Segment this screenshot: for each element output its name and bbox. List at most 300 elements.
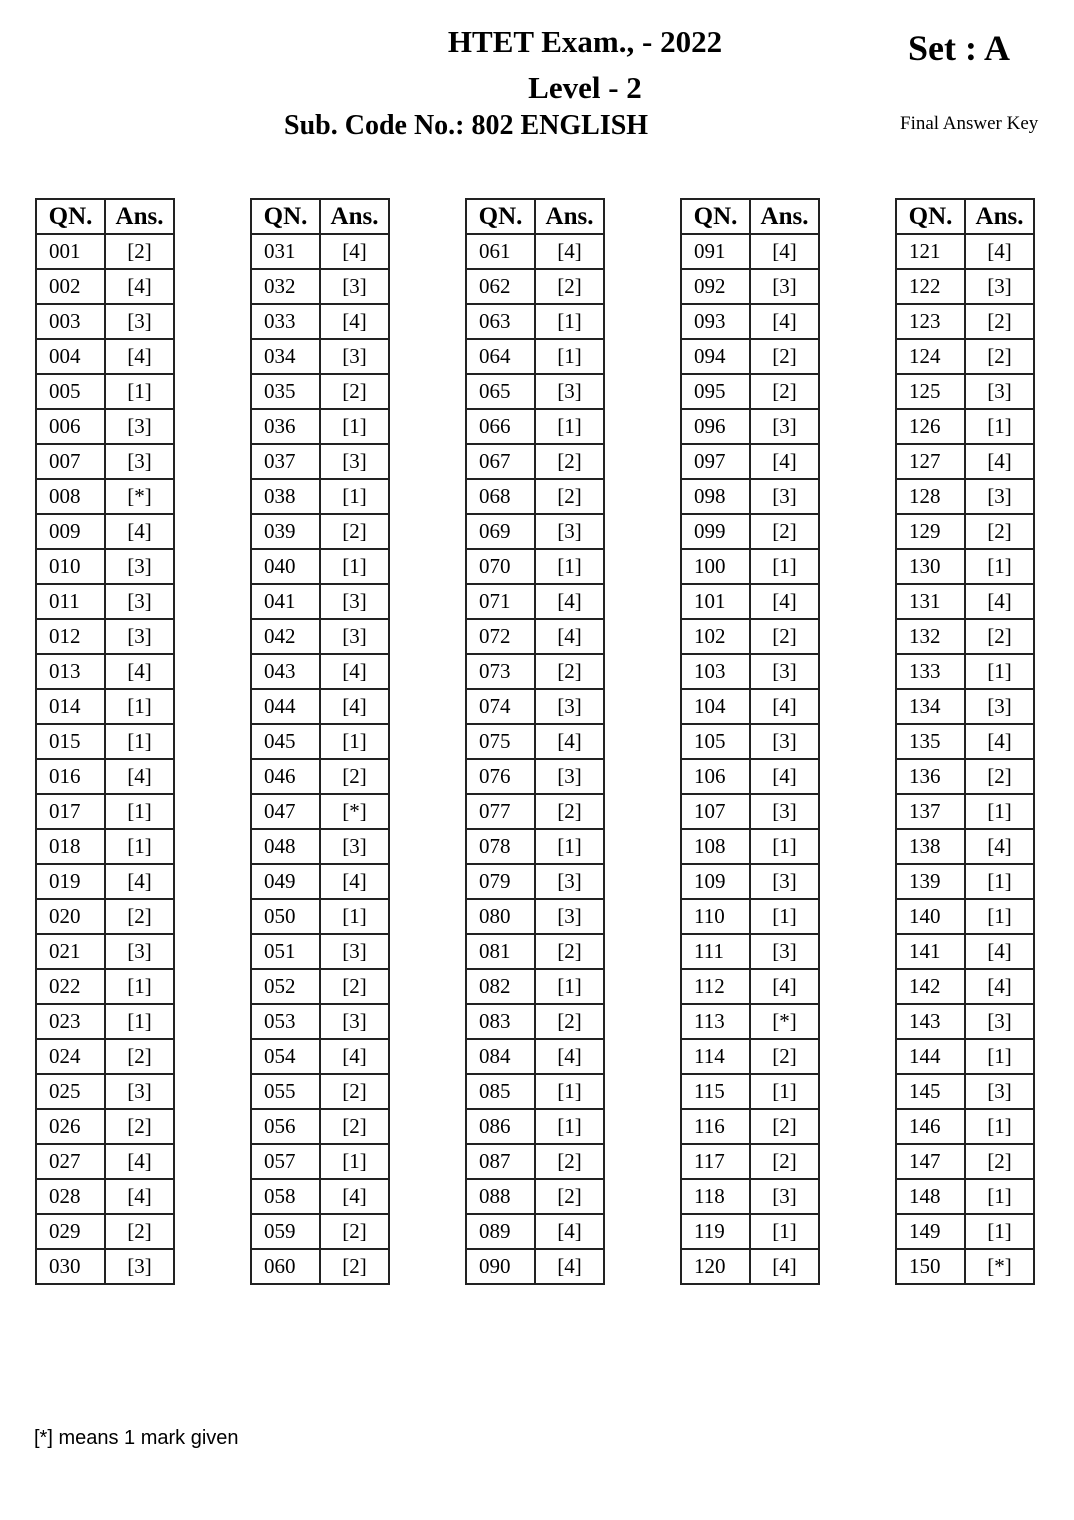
question-number: 037 [251,444,320,479]
answer-value: [3] [105,549,174,584]
table-row [251,724,389,759]
question-number: 140 [896,899,965,934]
table-row [251,1109,389,1144]
answer-value: [3] [320,269,389,304]
table-header-row [36,199,174,234]
answer-key-table-1 [35,198,175,1285]
header-answer: Ans. [105,199,174,234]
question-number: 099 [681,514,750,549]
question-number: 085 [466,1074,535,1109]
question-number: 066 [466,409,535,444]
answer-value: [*] [750,1004,819,1039]
question-number: 026 [36,1109,105,1144]
question-number: 105 [681,724,750,759]
answer-value: [4] [535,1214,604,1249]
table-row [251,619,389,654]
table-row [466,1249,604,1284]
question-number: 042 [251,619,320,654]
answer-key-table-4 [680,198,820,1285]
answer-value: [3] [535,689,604,724]
answer-value: [4] [535,619,604,654]
table-row [681,234,819,269]
question-number: 150 [896,1249,965,1284]
answer-value: [3] [320,934,389,969]
header-question-number: QN. [251,199,320,234]
answer-value: [1] [965,1109,1034,1144]
table-row [251,584,389,619]
question-number: 136 [896,759,965,794]
table-row [896,1074,1034,1109]
table-row [36,724,174,759]
question-number: 079 [466,864,535,899]
answer-value: [1] [105,689,174,724]
answer-value: [2] [750,339,819,374]
question-number: 135 [896,724,965,759]
table-row [36,549,174,584]
question-number: 114 [681,1039,750,1074]
table-row [681,829,819,864]
answer-key-table-3 [465,198,605,1285]
table-row [896,724,1034,759]
table-row [681,794,819,829]
question-number: 056 [251,1109,320,1144]
question-number: 121 [896,234,965,269]
answer-value: [3] [105,1249,174,1284]
question-number: 035 [251,374,320,409]
footnote: [*] means 1 mark given [34,1427,239,1449]
answer-value: [2] [535,1144,604,1179]
question-number: 134 [896,689,965,724]
table-row [896,1004,1034,1039]
answer-value: [4] [750,304,819,339]
table-row [251,1214,389,1249]
answer-value: [2] [535,479,604,514]
question-number: 149 [896,1214,965,1249]
answer-value: [4] [750,444,819,479]
question-number: 043 [251,654,320,689]
question-number: 130 [896,549,965,584]
table-row [896,969,1034,1004]
table-row [251,234,389,269]
answer-value: [1] [320,409,389,444]
table-row [681,1109,819,1144]
question-number: 087 [466,1144,535,1179]
question-number: 082 [466,969,535,1004]
answer-value: [3] [535,759,604,794]
question-number: 067 [466,444,535,479]
answer-value: [2] [965,619,1034,654]
table-row [896,1214,1034,1249]
question-number: 104 [681,689,750,724]
answer-value: [1] [535,1109,604,1144]
table-row [251,899,389,934]
answer-value: [3] [750,864,819,899]
question-number: 059 [251,1214,320,1249]
answer-value: [3] [105,444,174,479]
answer-value: [3] [320,584,389,619]
question-number: 092 [681,269,750,304]
answer-value: [1] [750,1074,819,1109]
question-number: 018 [36,829,105,864]
question-number: 057 [251,1144,320,1179]
question-number: 007 [36,444,105,479]
answer-value: [2] [320,514,389,549]
answer-value: [4] [105,1179,174,1214]
question-number: 027 [36,1144,105,1179]
table-row [681,409,819,444]
table-row [251,479,389,514]
table-row [36,304,174,339]
question-number: 077 [466,794,535,829]
table-row [251,374,389,409]
answer-value: [4] [965,444,1034,479]
question-number: 046 [251,759,320,794]
question-number: 091 [681,234,750,269]
answer-value: [3] [750,479,819,514]
table-row [681,724,819,759]
table-row [896,514,1034,549]
question-number: 038 [251,479,320,514]
answer-value: [1] [320,724,389,759]
question-number: 029 [36,1214,105,1249]
table-row [466,829,604,864]
question-number: 024 [36,1039,105,1074]
question-number: 094 [681,339,750,374]
header-answer: Ans. [535,199,604,234]
table-row [251,969,389,1004]
subject-code: Sub. Code No.: 802 ENGLISH [284,110,649,141]
question-number: 044 [251,689,320,724]
question-number: 054 [251,1039,320,1074]
table-row [36,1144,174,1179]
answer-value: [2] [320,374,389,409]
question-number: 084 [466,1039,535,1074]
table-row [681,969,819,1004]
answer-value: [4] [750,1249,819,1284]
table-row [251,1039,389,1074]
table-header-row [681,199,819,234]
table-row [466,934,604,969]
answer-value: [4] [320,864,389,899]
question-number: 002 [36,269,105,304]
answer-value: [3] [535,864,604,899]
answer-value: [2] [535,794,604,829]
question-number: 086 [466,1109,535,1144]
answer-value: [1] [965,409,1034,444]
question-number: 021 [36,934,105,969]
table-row [896,1179,1034,1214]
question-number: 072 [466,619,535,654]
table-row [896,1249,1034,1284]
table-row [251,689,389,724]
question-number: 014 [36,689,105,724]
question-number: 119 [681,1214,750,1249]
question-number: 031 [251,234,320,269]
question-number: 076 [466,759,535,794]
question-number: 023 [36,1004,105,1039]
table-row [251,339,389,374]
answer-value: [2] [965,339,1034,374]
question-number: 137 [896,794,965,829]
answer-value: [4] [320,1179,389,1214]
question-number: 124 [896,339,965,374]
question-number: 034 [251,339,320,374]
question-number: 145 [896,1074,965,1109]
answer-value: [2] [105,1214,174,1249]
question-number: 047 [251,794,320,829]
question-number: 008 [36,479,105,514]
exam-title: HTET Exam., - 2022 [447,24,723,59]
table-row [36,479,174,514]
table-row [896,1144,1034,1179]
table-row [466,759,604,794]
table-row [36,1039,174,1074]
question-number: 001 [36,234,105,269]
question-number: 011 [36,584,105,619]
question-number: 122 [896,269,965,304]
question-number: 090 [466,1249,535,1284]
answer-value: [4] [320,1039,389,1074]
question-number: 125 [896,374,965,409]
question-number: 111 [681,934,750,969]
table-row [896,619,1034,654]
question-number: 100 [681,549,750,584]
table-row [896,794,1034,829]
table-row [36,1249,174,1284]
table-row [466,1214,604,1249]
table-row [896,304,1034,339]
table-row [681,479,819,514]
question-number: 053 [251,1004,320,1039]
question-number: 013 [36,654,105,689]
table-row [36,899,174,934]
table-row [681,304,819,339]
table-row [896,654,1034,689]
answer-value: [3] [105,1074,174,1109]
question-number: 017 [36,794,105,829]
answer-value: [2] [105,899,174,934]
table-row [466,794,604,829]
answer-value: [3] [965,479,1034,514]
answer-value: [2] [320,1249,389,1284]
table-row [36,514,174,549]
answer-key-type: Final Answer Key [900,113,1039,134]
answer-value: [3] [965,269,1034,304]
answer-value: [2] [965,1144,1034,1179]
table-row [681,1214,819,1249]
table-row [466,899,604,934]
table-row [466,479,604,514]
answer-value: [4] [535,584,604,619]
answer-value: [1] [535,1074,604,1109]
question-number: 020 [36,899,105,934]
answer-value: [1] [750,899,819,934]
question-number: 127 [896,444,965,479]
table-row [681,654,819,689]
table-row [681,374,819,409]
answer-value: [1] [535,339,604,374]
answer-value: [2] [965,304,1034,339]
table-row [251,794,389,829]
answer-value: [1] [965,1039,1034,1074]
table-row [251,304,389,339]
question-number: 063 [466,304,535,339]
table-row [681,549,819,584]
table-row [896,759,1034,794]
question-number: 146 [896,1109,965,1144]
answer-value: [4] [320,304,389,339]
table-row [896,829,1034,864]
table-row [681,934,819,969]
answer-value: [3] [965,1074,1034,1109]
answer-value: [4] [965,829,1034,864]
answer-value: [1] [105,374,174,409]
table-row [36,934,174,969]
answer-value: [2] [535,934,604,969]
table-row [466,584,604,619]
table-row [466,514,604,549]
question-number: 006 [36,409,105,444]
question-number: 073 [466,654,535,689]
answer-value: [2] [535,269,604,304]
question-number: 078 [466,829,535,864]
answer-value: [3] [750,724,819,759]
question-number: 093 [681,304,750,339]
question-number: 041 [251,584,320,619]
answer-value: [2] [535,1004,604,1039]
table-row [36,1074,174,1109]
question-number: 009 [36,514,105,549]
answer-value: [1] [320,549,389,584]
table-row [896,934,1034,969]
answer-value: [3] [965,1004,1034,1039]
answer-value: [*] [105,479,174,514]
question-number: 004 [36,339,105,374]
answer-value: [2] [535,1179,604,1214]
answer-value: [1] [965,794,1034,829]
question-number: 115 [681,1074,750,1109]
table-row [251,1074,389,1109]
answer-value: [4] [320,689,389,724]
table-row [466,304,604,339]
question-number: 069 [466,514,535,549]
answer-value: [3] [965,689,1034,724]
table-row [466,689,604,724]
answer-value: [3] [320,339,389,374]
answer-value: [1] [535,969,604,1004]
question-number: 032 [251,269,320,304]
question-number: 015 [36,724,105,759]
table-row [36,584,174,619]
question-number: 025 [36,1074,105,1109]
answer-value: [2] [320,969,389,1004]
question-number: 019 [36,864,105,899]
question-number: 120 [681,1249,750,1284]
table-row [896,584,1034,619]
table-row [681,584,819,619]
table-row [896,549,1034,584]
table-row [466,339,604,374]
answer-value: [2] [535,444,604,479]
answer-value: [2] [105,1039,174,1074]
answer-value: [4] [750,759,819,794]
answer-value: [2] [320,1074,389,1109]
table-header-row [896,199,1034,234]
table-row [251,514,389,549]
question-number: 139 [896,864,965,899]
answer-value: [1] [320,899,389,934]
table-row [681,1144,819,1179]
question-number: 109 [681,864,750,899]
answer-value: [1] [965,864,1034,899]
answer-key-table-5 [895,198,1035,1285]
table-row [681,759,819,794]
question-number: 129 [896,514,965,549]
question-number: 148 [896,1179,965,1214]
table-row [466,654,604,689]
question-number: 062 [466,269,535,304]
table-row [466,1179,604,1214]
answer-value: [4] [105,514,174,549]
answer-value: [1] [750,549,819,584]
table-row [466,549,604,584]
table-row [36,794,174,829]
answer-value: [3] [750,654,819,689]
table-row [251,654,389,689]
question-number: 126 [896,409,965,444]
table-row [36,374,174,409]
question-number: 106 [681,759,750,794]
table-row [36,444,174,479]
table-row [466,1039,604,1074]
header-question-number: QN. [896,199,965,234]
table-row [251,549,389,584]
table-row [36,654,174,689]
question-number: 016 [36,759,105,794]
question-number: 039 [251,514,320,549]
answer-value: [4] [750,689,819,724]
question-number: 030 [36,1249,105,1284]
header-answer: Ans. [965,199,1034,234]
answer-value: [*] [965,1249,1034,1284]
question-number: 040 [251,549,320,584]
answer-value: [2] [320,1214,389,1249]
answer-value: [3] [750,269,819,304]
table-row [681,1039,819,1074]
answer-value: [1] [535,549,604,584]
table-row [681,864,819,899]
header-answer: Ans. [320,199,389,234]
table-row [36,969,174,1004]
table-row [681,689,819,724]
answer-value: [4] [965,724,1034,759]
question-number: 112 [681,969,750,1004]
question-number: 138 [896,829,965,864]
answer-value: [1] [750,829,819,864]
question-number: 117 [681,1144,750,1179]
answer-value: [2] [320,1109,389,1144]
table-row [466,269,604,304]
answer-value: [2] [965,514,1034,549]
table-row [466,969,604,1004]
answer-value: [2] [105,1109,174,1144]
question-number: 096 [681,409,750,444]
question-number: 058 [251,1179,320,1214]
question-number: 033 [251,304,320,339]
answer-value: [1] [965,549,1034,584]
table-row [681,1179,819,1214]
answer-value: [1] [105,1004,174,1039]
